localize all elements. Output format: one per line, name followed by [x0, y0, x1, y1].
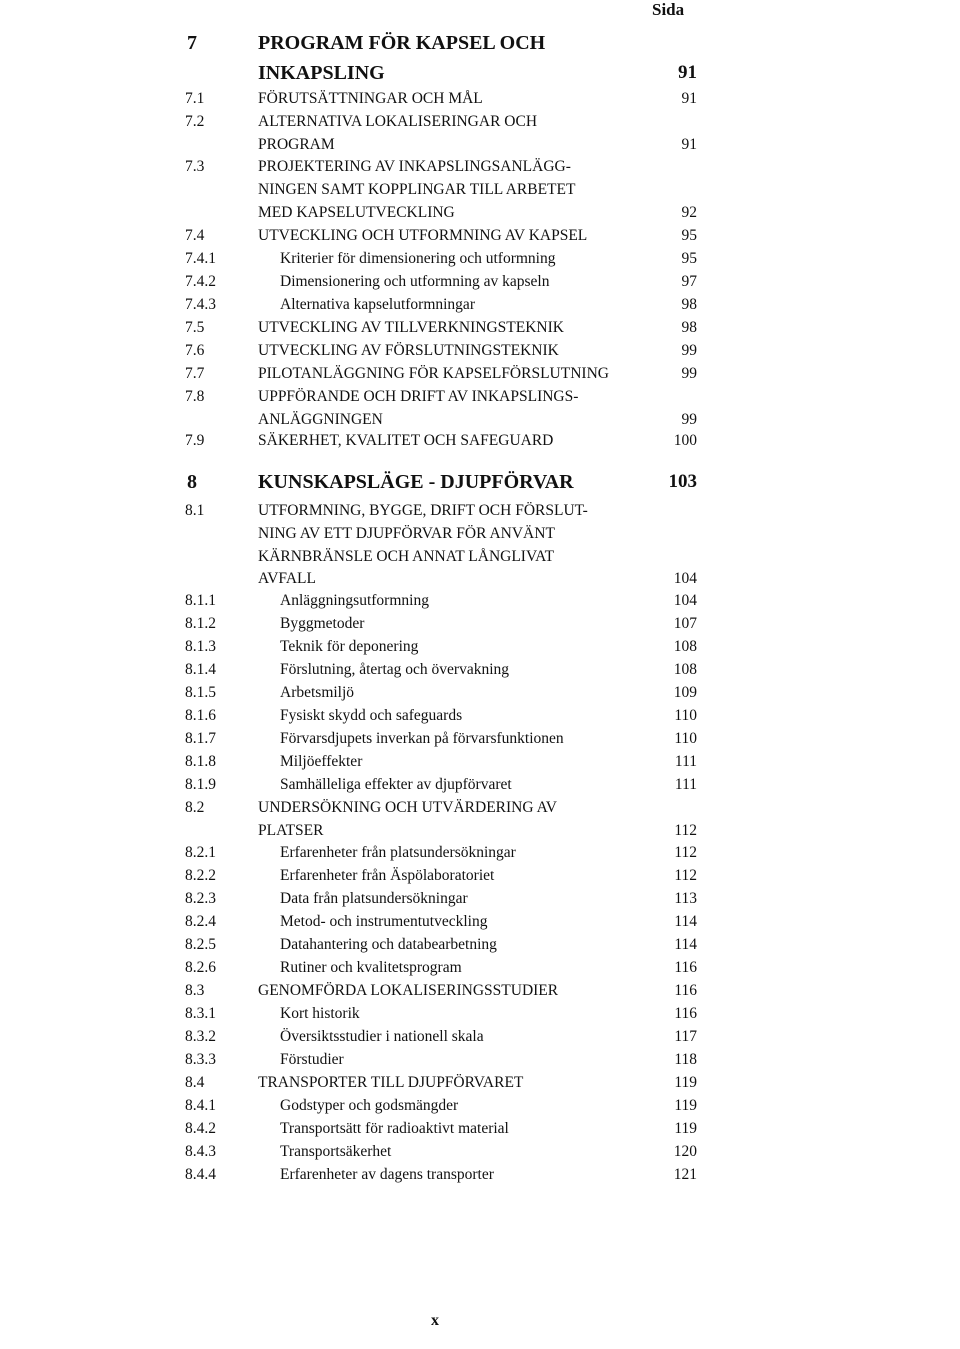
toc-entry-number: 7.3 [185, 158, 205, 175]
toc-entry-number: 7.5 [185, 319, 205, 336]
toc-entry-title-line: Förslutning, återtag och övervakning [280, 661, 510, 678]
toc-entry-page: 120 [673, 1143, 697, 1160]
toc-entry-title [280, 590, 660, 613]
toc-entry-title [258, 386, 638, 432]
toc-entry-title-line: Erfarenheter från platsundersökningar [280, 844, 516, 861]
toc-entry-title-line: PROGRAM FÖR KAPSEL OCH [258, 32, 546, 54]
toc-entry-title [280, 1118, 660, 1141]
toc-entry-title [280, 613, 660, 636]
toc-entry-title [258, 28, 638, 88]
toc-entry-title-line: Anläggningsutformning [280, 592, 429, 609]
toc-entry-title-line: Datahantering och databearbetning [280, 936, 497, 953]
toc-entry-title [280, 248, 660, 271]
toc-entry-title-line: Förvarsdjupets inverkan på förvarsfunktionen [280, 730, 564, 747]
toc-entry-title-line: Rutiner och kvalitetsprogram [280, 959, 462, 976]
toc-entry-title-line: TRANSPORTER TILL DJUPFÖRVARET [258, 1074, 524, 1091]
toc-entry-number: 7.9 [185, 432, 205, 449]
toc-entry-page: 99 [681, 410, 697, 428]
toc-entry-title [258, 225, 638, 248]
toc-entry-title-line: NINGEN SAMT KOPPLINGAR TILL ARBETET [258, 180, 576, 198]
toc-entry-page: 118 [674, 1051, 697, 1068]
toc-entry-title-line: GENOMFÖRDA LOKALISERINGSSTUDIER [258, 982, 559, 999]
toc-entry-number: 8.1.1 [185, 592, 216, 609]
toc-entry-title [258, 363, 638, 386]
toc-entry-page: 116 [674, 959, 697, 976]
toc-entry-number: 8.4.1 [185, 1097, 216, 1114]
toc-entry-title [280, 934, 660, 957]
toc-entry-title [280, 1164, 660, 1187]
toc-entry-page: 116 [674, 1005, 697, 1022]
page-column-header: Sida [652, 0, 685, 19]
toc-entry-title-line: PILOTANLÄGGNING FÖR KAPSELFÖRSLUTNING [258, 365, 609, 382]
toc-entry-number: 8.1.5 [185, 684, 216, 701]
toc-entry-page: 104 [673, 570, 697, 588]
toc-entry-title-line: Teknik för deponering [280, 638, 419, 655]
toc-entry-page: 104 [673, 592, 697, 609]
toc-entry-number: 8.4.3 [185, 1143, 216, 1160]
toc-entry-page: 107 [673, 615, 697, 632]
toc-entry-page: 111 [674, 776, 697, 793]
toc-entry-title [280, 1026, 660, 1049]
toc-entry-title [280, 774, 660, 797]
toc-entry-title [258, 1072, 638, 1095]
toc-entry-title [258, 500, 638, 591]
toc-entry-number: 8.2.4 [185, 913, 216, 930]
toc-entry-page: 112 [674, 821, 697, 839]
toc-entry-title [258, 156, 638, 224]
toc-entry-number: 7.4.2 [185, 273, 216, 290]
toc-entry-page: 100 [673, 432, 697, 449]
toc-entry-number: 8.2.3 [185, 890, 216, 907]
toc-entry-title [258, 980, 638, 1003]
toc-entry-title [280, 659, 660, 682]
toc-entry-page: 95 [681, 250, 697, 267]
toc-entry-number: 8.3.1 [185, 1005, 216, 1022]
toc-entry-number: 7.4.3 [185, 296, 216, 313]
toc-entry-title [280, 888, 660, 911]
toc-entry-title-line: UPPFÖRANDE OCH DRIFT AV INKAPSLINGS- [258, 388, 579, 405]
toc-entry-title [280, 1003, 660, 1026]
toc-entry-page: 114 [674, 913, 697, 930]
toc-entry-number: 8.1.9 [185, 776, 216, 793]
toc-entry-number: 7.4 [185, 227, 205, 244]
toc-entry-page: 121 [673, 1166, 697, 1183]
toc-entry-title-line: Transportsätt för radioaktivt material [280, 1120, 509, 1137]
toc-entry-page: 95 [681, 227, 697, 244]
toc-entry-number: 8.3 [185, 982, 205, 999]
toc-entry-number: 8.4 [185, 1074, 205, 1091]
toc-entry-number: 7.2 [185, 113, 205, 130]
toc-entry-page: 119 [674, 1074, 697, 1091]
toc-entry-title-line: Erfarenheter från Äspölaboratoriet [280, 867, 495, 884]
toc-entry-title [258, 467, 638, 497]
toc-entry-number: 8.2.6 [185, 959, 216, 976]
toc-entry-title-line: UTVECKLING AV TILLVERKNINGSTEKNIK [258, 319, 564, 336]
toc-entry-title-line: UTFORMNING, BYGGE, DRIFT OCH FÖRSLUT- [258, 502, 588, 519]
toc-entry-title [280, 271, 660, 294]
toc-entry-title-line: PROJEKTERING AV INKAPSLINGSANLÄGG- [258, 158, 571, 175]
toc-entry-page: 109 [673, 684, 697, 701]
toc-entry-title [258, 111, 638, 157]
toc-entry-page: 91 [678, 62, 697, 83]
toc-entry-title-line: Erfarenheter av dagens transporter [280, 1166, 494, 1183]
toc-entry-number: 8.1.6 [185, 707, 216, 724]
toc-entry-number: 8.2 [185, 799, 205, 816]
toc-entry-page: 98 [681, 296, 697, 313]
toc-entry-title-line: Miljöeffekter [280, 753, 363, 770]
toc-entry-page: 91 [681, 135, 697, 153]
toc-entry-title-line: Fysiskt skydd och safeguards [280, 707, 463, 724]
toc-entry-page: 103 [668, 471, 697, 492]
toc-entry-number: 8.1.8 [185, 753, 216, 770]
toc-entry-page: 108 [673, 638, 697, 655]
toc-entry-page: 119 [674, 1120, 697, 1137]
toc-entry-page: 91 [681, 90, 697, 107]
toc-entry-number: 7.6 [185, 342, 205, 359]
toc-entry-number: 8.1.3 [185, 638, 216, 655]
toc-entry-number: 7.7 [185, 365, 205, 382]
toc-entry-title-line: FÖRUTSÄTTNINGAR OCH MÅL [258, 90, 483, 107]
toc-entry-title-line: Alternativa kapselutformningar [280, 296, 475, 313]
toc-entry-page: 108 [673, 661, 697, 678]
toc-entry-page: 114 [674, 936, 697, 953]
toc-entry-page: 112 [674, 844, 697, 861]
toc-entry-title-line: KUNSKAPSLÄGE - DJUPFÖRVAR [258, 471, 574, 493]
toc-entry-number: 8.3.3 [185, 1051, 216, 1068]
toc-entry-title-line: Byggmetoder [280, 615, 365, 632]
toc-entry-number: 7.8 [185, 388, 205, 405]
toc-entry-title-line: PROGRAM [258, 135, 335, 153]
toc-entry-title [258, 430, 638, 453]
toc-entry-number: 8 [187, 471, 197, 493]
toc-entry-number: 8.2.1 [185, 844, 216, 861]
toc-entry-title [280, 294, 660, 317]
toc-entry-number: 8.1.4 [185, 661, 216, 678]
toc-entry-page: 99 [681, 365, 697, 382]
toc-entry-number: 8.1 [185, 502, 205, 519]
toc-entry-title-line: Metod- och instrumentutveckling [280, 913, 488, 930]
toc-entry-title-line: SÄKERHET, KVALITET OCH SAFEGUARD [258, 432, 554, 449]
toc-entry-title [280, 636, 660, 659]
toc-entry-number: 7 [187, 32, 197, 54]
toc-entry-number: 8.2.2 [185, 867, 216, 884]
toc-entry-title-line: Samhälleliga effekter av djupförvaret [280, 776, 512, 793]
toc-entry-title [280, 1095, 660, 1118]
toc-entry-title [280, 682, 660, 705]
toc-entry-title-line: PLATSER [258, 821, 324, 839]
toc-entry-number: 8.2.5 [185, 936, 216, 953]
toc-entry-title [280, 1141, 660, 1164]
toc-entry-title-line: INKAPSLING [258, 62, 385, 84]
toc-entry-title-line: ANLÄGGNINGEN [258, 410, 383, 428]
toc-entry-page: 92 [681, 203, 697, 221]
toc-entry-title [280, 705, 660, 728]
toc-entry-page: 111 [674, 753, 697, 770]
toc-entry-number: 7.4.1 [185, 250, 216, 267]
toc-entry-title [258, 317, 638, 340]
toc-entry-title-line: Översiktsstudier i nationell skala [280, 1028, 484, 1045]
toc-entry-title [280, 865, 660, 888]
toc-entry-title-line: Förstudier [280, 1051, 344, 1068]
toc-entry-title-line: Data från platsundersökningar [280, 890, 468, 907]
toc-entry-page: 97 [681, 273, 697, 290]
toc-entry-title-line: MED KAPSELUTVECKLING [258, 203, 455, 221]
toc-entry-title-line: NING AV ETT DJUPFÖRVAR FÖR ANVÄNT [258, 524, 555, 542]
toc-entry-page: 98 [681, 319, 697, 336]
toc-entry-title-line: UTVECKLING OCH UTFORMNING AV KAPSEL [258, 227, 588, 244]
toc-entry-title-line: Arbetsmiljö [280, 684, 355, 701]
toc-entry-title [280, 911, 660, 934]
toc-entry-page: 110 [674, 707, 697, 724]
toc-entry-number: 8.1.2 [185, 615, 216, 632]
toc-entry-title [258, 340, 638, 363]
toc-entry-title-line: Dimensionering och utformning av kapseln [280, 273, 550, 290]
toc-entry-title [258, 797, 638, 843]
toc-entry-page: 117 [674, 1028, 697, 1045]
toc-entry-title [280, 728, 660, 751]
toc-entry-number: 7.1 [185, 90, 205, 107]
toc-entry-page: 116 [674, 982, 697, 999]
toc-entry-number: 8.4.2 [185, 1120, 216, 1137]
toc-entry-title-line: UTVECKLING AV FÖRSLUTNINGSTEKNIK [258, 342, 559, 359]
toc-entry-page: 99 [681, 342, 697, 359]
toc-entry-title [280, 842, 660, 865]
toc-entry-title-line: ALTERNATIVA LOKALISERINGAR OCH [258, 113, 538, 130]
toc-entry-title [280, 751, 660, 774]
toc-entry-title [258, 88, 638, 111]
toc-entry-number: 8.1.7 [185, 730, 216, 747]
toc-entry-page: 110 [674, 730, 697, 747]
toc-entry-page: 113 [674, 890, 697, 907]
toc-entry-page: 119 [674, 1097, 697, 1114]
toc-entry-number: 8.4.4 [185, 1166, 216, 1183]
toc-entry-title-line: Kort historik [280, 1005, 360, 1022]
toc-entry-title-line: Transportsäkerhet [280, 1143, 392, 1160]
page-number: x [431, 1312, 439, 1329]
toc-entry-title-line: AVFALL [258, 570, 316, 588]
toc-entry-title-line: KÄRNBRÄNSLE OCH ANNAT LÅNGLIVAT [258, 547, 555, 565]
toc-entry-title-line: UNDERSÖKNING OCH UTVÄRDERING AV [258, 799, 557, 816]
toc-entry-title [280, 1049, 660, 1072]
toc-entry-page: 112 [674, 867, 697, 884]
toc-entry-title-line: Kriterier för dimensionering och utformning [280, 250, 556, 267]
toc-entry-title [280, 957, 660, 980]
toc-entry-title-line: Godstyper och godsmängder [280, 1097, 459, 1114]
toc-entry-number: 8.3.2 [185, 1028, 216, 1045]
